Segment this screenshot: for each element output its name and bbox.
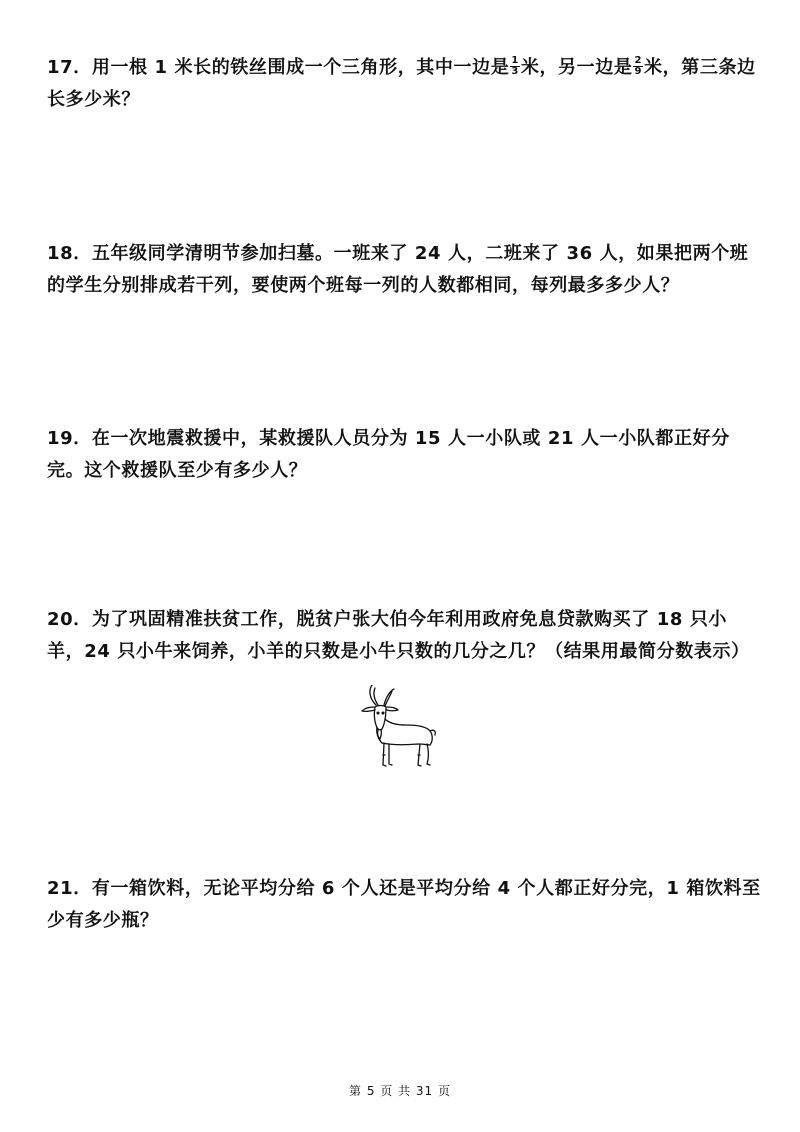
fraction-denominator: 3 [511, 65, 519, 77]
fraction-numerator: 2 [634, 54, 643, 66]
page-footer: 第 5 页 共 31 页 [349, 1084, 451, 1098]
fraction-numerator: 1 [511, 54, 519, 66]
question-21: 21．有一箱饮料，无论平均分给 6 个人还是平均分给 4 个人都正好分完，1 箱饮料至少有多少瓶？ [47, 878, 761, 931]
goat-icon [356, 685, 438, 771]
question-18: 18．五年级同学清明节参加扫墓。一班来了 24 人，二班来了 36 人，如果把两个班的学生分别排成若干列，要使两个班每一列的人数都相同，每列最多多少人？ [47, 243, 749, 296]
question-17-text-a: 17．用一根 1 米长的铁丝围成一个三角形，其中一边是 [47, 57, 510, 78]
fraction-two-ninths [633, 56, 643, 77]
question-17 [47, 52, 762, 116]
question-19: 19．在一次地震救援中，某救援队人员分为 15 人一小队或 21 人一小队都正好分完。这个救援队至少有多少人？ [47, 428, 730, 481]
question-17-text-c: 米，第三条边长多少米？ [47, 57, 756, 110]
fraction-one-third [510, 56, 520, 77]
question-20: 20．为了巩固精准扶贫工作，脱贫户张大伯今年利用政府免息贷款购买了 18 只小羊，24 只小牛来饲养，小羊的只数是小牛只数的几分之几？（结果用最简分数表示） [47, 609, 750, 662]
fraction-denominator: 9 [634, 65, 643, 77]
question-17-text-b: 米，另一边是 [520, 57, 633, 78]
